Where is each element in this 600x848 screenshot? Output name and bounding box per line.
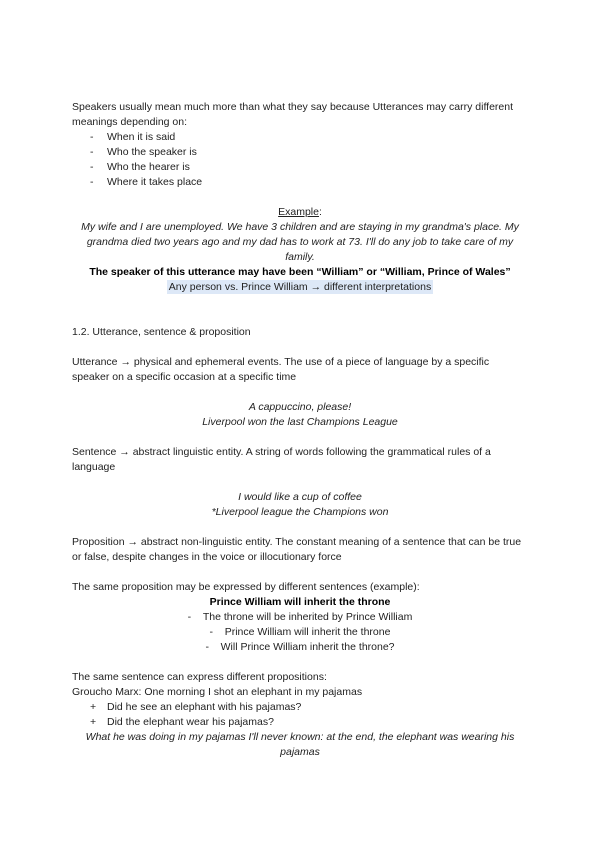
list-item: + Did the elephant wear his pajamas? [90, 716, 274, 728]
list-item: - When it is said [90, 131, 176, 143]
interpretation-list [72, 700, 528, 730]
section-title: 1.2. Utterance, sentence & proposition [72, 326, 251, 338]
same-proposition-heading: Prince William will inherit the throne [209, 596, 391, 608]
groucho-quote: Groucho Marx: One morning I shot an elephant in my pajamas [72, 686, 363, 698]
list-item: + Did he see an elephant with his pajamas? [90, 701, 302, 713]
document-page [72, 100, 528, 760]
example-highlight-line [72, 280, 528, 295]
utterance-example: Liverpool won the last Champions League [202, 416, 398, 428]
list-item: - Who the speaker is [90, 146, 197, 158]
sentence-example: I would like a cup of coffee [238, 491, 362, 503]
list-item: - Will Prince William inherit the throne? [205, 641, 395, 653]
highlighted-text: Any person vs. Prince William → different interpretations [168, 281, 432, 293]
closing-quote: What he was doing in my pajamas I'll never known: at the end, the elephant was wearing his pajamas [85, 731, 515, 758]
intro-text: Speakers usually mean much more than what they say because Utterances may carry different meanings depending on: [72, 101, 514, 128]
sentence-definition: Sentence → abstract linguistic entity. A string of words following the grammatical rules of a language [72, 446, 491, 473]
list-item: - The throne will be inherited by Prince William [187, 611, 413, 623]
list-item: - Where it takes place [90, 176, 203, 188]
example-quote: My wife and I are unemployed. We have 3 children and are staying in my grandma's place. My grandma died two years ago and my dad has to work at 73. I'll do any job to take care of my family. [81, 221, 519, 263]
list-item: - Who the hearer is [90, 161, 190, 173]
proposition-definition: Proposition → abstract non-linguistic entity. The constant meaning of a sentence that can be true or false, despite changes in the voice or illocutionary force [72, 536, 522, 563]
example-heading: Example: [278, 206, 322, 218]
utterance-definition: Utterance → physical and ephemeral events. The use of a piece of language by a specific speaker on a specific occasion at a specific time [72, 356, 490, 383]
utterance-example: A cappuccino, please! [248, 401, 352, 413]
example-conclusion: The speaker of this utterance may have been “William” or “William, Prince of Wales” [89, 266, 511, 278]
list-item: - Prince William will inherit the throne [209, 626, 391, 638]
same-proposition-intro: The same proposition may be expressed by different sentences (example): [72, 581, 420, 593]
context-list [72, 130, 528, 190]
sentence-example: *Liverpool league the Champions won [211, 506, 389, 518]
same-sentence-intro: The same sentence can express different propositions: [72, 671, 327, 683]
